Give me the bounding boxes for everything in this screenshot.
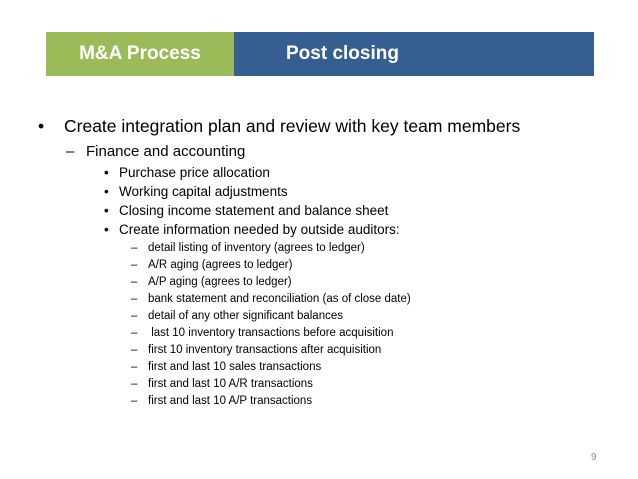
bullet-text: first and last 10 A/P transactions: [148, 395, 313, 407]
bullet-text: bank statement and reconciliation (as of close date): [148, 293, 411, 305]
bullet-text: Purchase price allocation: [119, 165, 270, 180]
bullet-text: first and last 10 sales transactions: [148, 361, 322, 373]
section-label: M&A Process: [46, 32, 234, 76]
bullet-text: Finance and accounting: [86, 143, 246, 160]
bullet-dash-icon: –: [131, 344, 138, 356]
bullet-text: Create integration plan and review with key team members: [64, 116, 521, 136]
bullet-dash-icon: –: [131, 361, 138, 373]
bullet-dot-icon: •: [104, 203, 109, 218]
bullet-dash-icon: –: [131, 395, 138, 407]
bullet-dash-icon: –: [131, 293, 138, 305]
bullet-text: Create information needed by outside auditors:: [119, 222, 400, 237]
bullet-dot-icon: •: [38, 116, 45, 136]
page-number: 9: [591, 452, 597, 463]
bullet-dash-icon: –: [131, 242, 138, 254]
bullet-dash-icon: –: [131, 327, 138, 339]
bullet-text: first and last 10 A/R transactions: [148, 378, 313, 390]
bullet-text: Working capital adjustments: [119, 184, 288, 199]
bullet-text: detail listing of inventory (agrees to ledger): [148, 242, 365, 254]
bullet-text: last 10 inventory transactions before acquisition: [148, 327, 394, 339]
bullet-text: first 10 inventory transactions after acquisition: [148, 344, 382, 356]
bullet-dot-icon: •: [104, 222, 109, 237]
bullet-text: detail of any other significant balances: [148, 310, 343, 322]
bullet-dash-icon: –: [131, 378, 138, 390]
bullet-dash-icon: –: [131, 259, 138, 271]
bullet-dash-icon: –: [131, 276, 138, 288]
slide-title: Post closing: [234, 32, 594, 76]
bullet-text: A/P aging (agrees to ledger): [148, 276, 292, 288]
bullet-text: Closing income statement and balance sheet: [119, 203, 389, 218]
bullet-dash-icon: –: [131, 310, 138, 322]
bullet-text: A/R aging (agrees to ledger): [148, 259, 293, 271]
bullet-dash-icon: –: [66, 143, 75, 160]
bullet-dot-icon: •: [104, 165, 109, 180]
bullet-dot-icon: •: [104, 184, 109, 199]
